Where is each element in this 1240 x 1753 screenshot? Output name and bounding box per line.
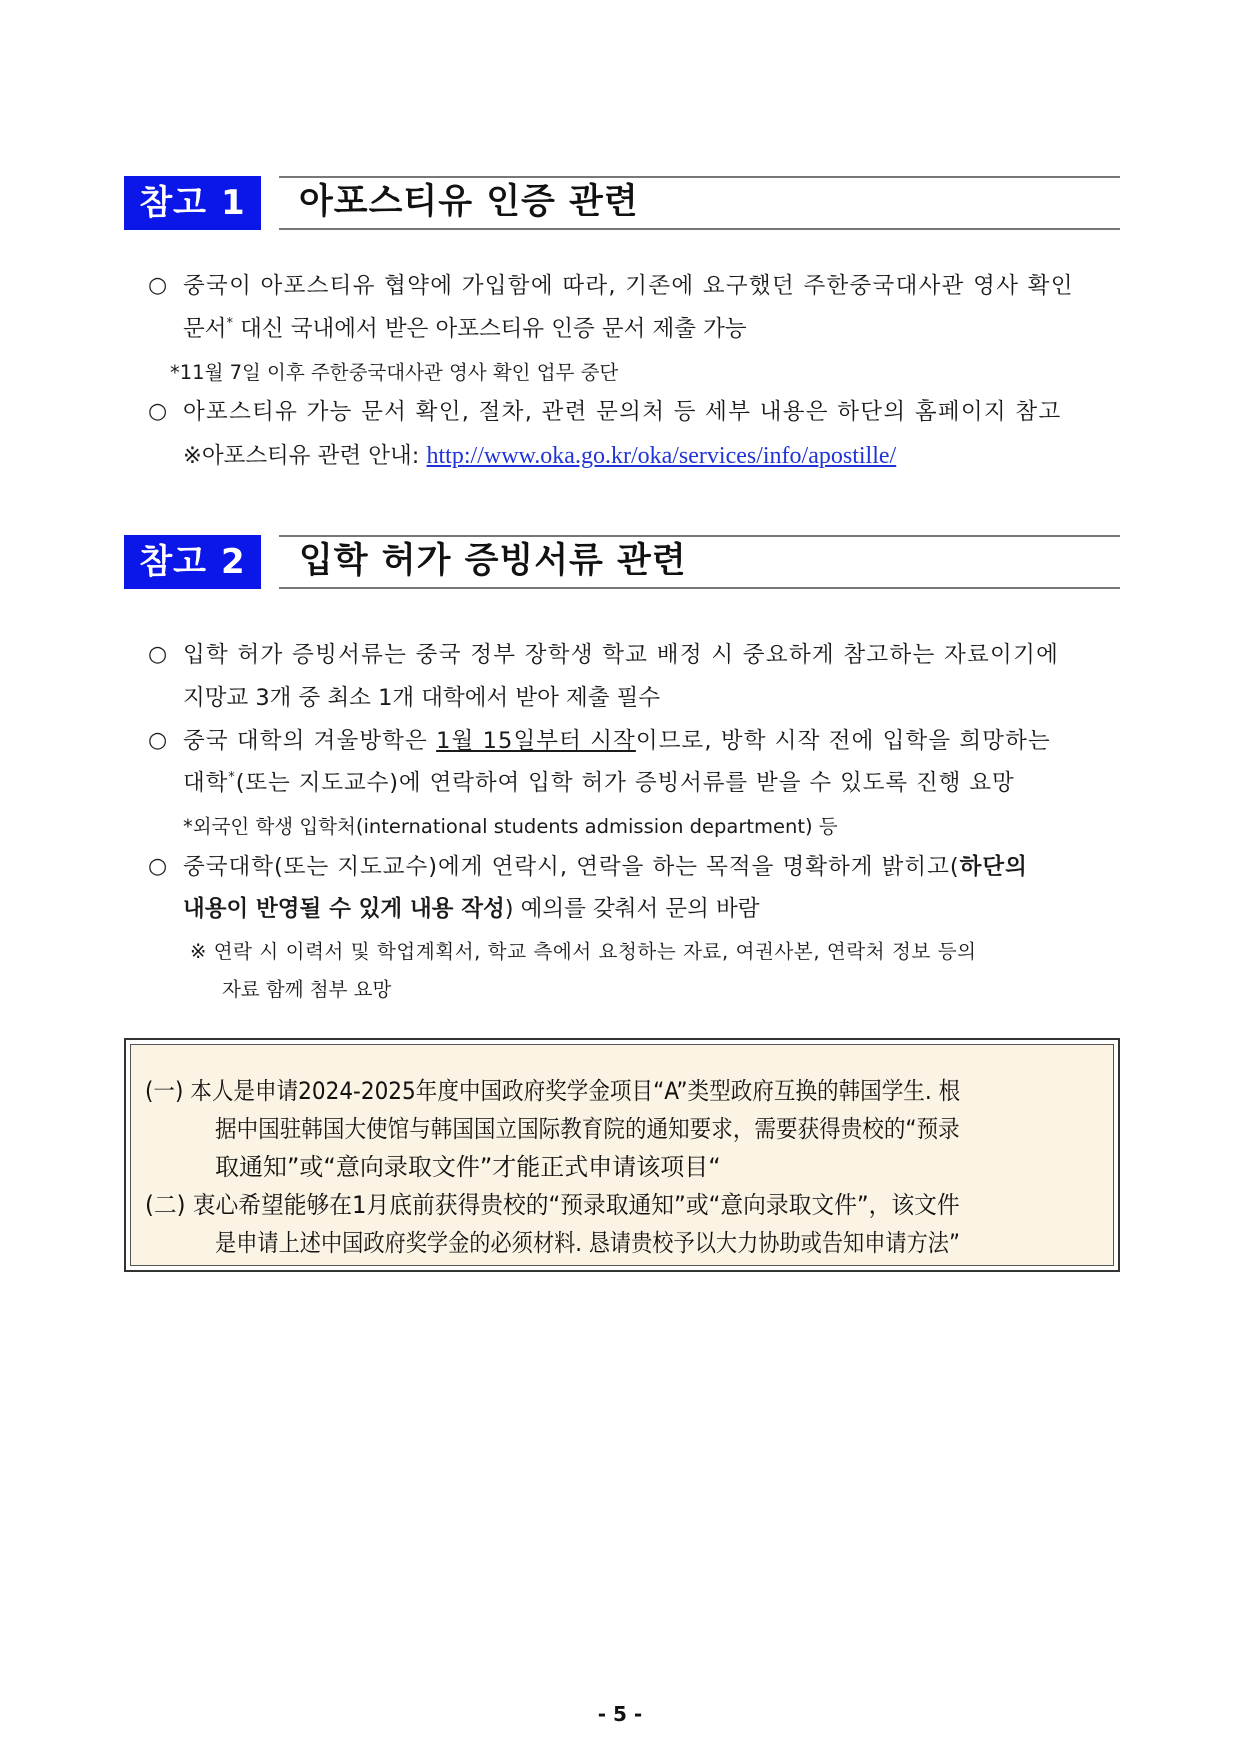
section-2-bullet-2-line-2-post: (또는 지도교수)에 연락하여 입학 허가 증빙서류를 받을 수 있도록 진행 요망 bbox=[235, 770, 1015, 796]
section-1-bullet-2-line-1: 아포스티유 가능 문서 확인, 절차, 관련 문의처 등 세부 내용은 하단의 홈페이지 참고 bbox=[183, 399, 1062, 425]
section-2-header bbox=[124, 535, 1120, 589]
bullet-symbol: ○ bbox=[148, 273, 168, 298]
chinese-item-1-line-1: (一) 本人是申请2024-2025年度中国政府奖学金项目“A”类型政府互换的韩国学生. 根 bbox=[145, 1077, 961, 1105]
chinese-item-1-line-2: 据中国驻韩国大使馆与韩国国立国际教育院的通知要求，需要获得贵校的“预录 bbox=[215, 1115, 960, 1143]
section-1-reference bbox=[183, 441, 896, 471]
section-2-title-box bbox=[279, 535, 1120, 589]
winter-break-date: 1월 15일부터 시작 bbox=[436, 728, 636, 754]
bullet-symbol: ○ bbox=[148, 728, 168, 753]
section-2-bullet-2-line-1 bbox=[183, 726, 1051, 756]
bullet-symbol: ○ bbox=[148, 399, 168, 424]
section-2-bullet-3-line-2-post: ) 예의를 갖춰서 문의 바람 bbox=[504, 896, 760, 922]
section-1-badge-number: 1 bbox=[221, 183, 246, 223]
chinese-request-box-inner bbox=[130, 1044, 1114, 1266]
section-2-bullet-2-line-1-pre: 중국 대학의 겨울방학은 bbox=[183, 728, 437, 754]
section-2-bullet-3-line-2-bold: 내용이 반영될 수 있게 내용 작성 bbox=[183, 896, 505, 922]
section-1-badge bbox=[124, 176, 261, 230]
section-1-footnote: *11월 7일 이후 주한중국대사관 영사 확인 업무 중단 bbox=[170, 361, 619, 384]
bullet-symbol: ○ bbox=[148, 642, 168, 667]
chinese-request-box bbox=[124, 1038, 1120, 1272]
chinese-item-2-line-1: (二) 衷心希望能够在1月底前获得贵校的“预录取通知”或“意向录取文件”，该文件 bbox=[145, 1191, 960, 1219]
section-1-bullet-1-line-2 bbox=[183, 314, 747, 344]
section-2-bullet-3-line-1 bbox=[183, 852, 1028, 882]
section-1-bullet-1-line-2-pre: 문서 bbox=[183, 316, 227, 342]
footnote-marker: * bbox=[226, 316, 233, 331]
section-2-bullet-1-line-2: 지망교 3개 중 최소 1개 대학에서 받아 제출 필수 bbox=[183, 685, 661, 711]
section-2-bullet-3-line-2 bbox=[183, 894, 759, 924]
section-2-footnote: *외국인 학생 입학처(international students admission department) 등 bbox=[183, 815, 838, 838]
section-1-badge-label: 참고 bbox=[139, 183, 208, 223]
page-number: - 5 - bbox=[597, 1702, 643, 1726]
section-2-bullet-3-line-1-pre: 중국대학(또는 지도교수)에게 연락시, 연락을 하는 목적을 명확하게 밝히고( bbox=[183, 854, 960, 880]
section-1-bullet-1-line-2-post: 대신 국내에서 받은 아포스티유 인증 문서 제출 가능 bbox=[232, 316, 747, 342]
chinese-item-2-line-2: 是申请上述中国政府奖学金的必须材料. 恳请贵校予以大力协助或告知申请方法” bbox=[215, 1229, 960, 1257]
section-2-bullet-2-line-1-post: 이므로, 방학 시작 전에 입학을 희망하는 bbox=[635, 728, 1051, 754]
section-1-title: 아포스티유 인증 관련 bbox=[299, 182, 639, 222]
section-1-header bbox=[124, 176, 1120, 230]
apostille-info-link[interactable]: http://www.oka.go.kr/oka/services/info/apostille/ bbox=[426, 443, 897, 469]
section-2-bullet-2-line-2-pre: 대학 bbox=[183, 770, 229, 796]
section-2-badge bbox=[124, 535, 261, 589]
section-1-bullet-1-line-1: 중국이 아포스티유 협약에 가입함에 따라, 기존에 요구했던 주한중국대사관 영사 확인 bbox=[183, 273, 1074, 299]
section-2-title: 입학 허가 증빙서류 관련 bbox=[299, 541, 687, 581]
footnote-marker: * bbox=[228, 770, 236, 785]
section-2-badge-label: 참고 bbox=[139, 542, 208, 582]
chinese-item-1-line-3: 取通知”或“意向录取文件”才能正式申请该项目“ bbox=[215, 1153, 721, 1181]
section-2-remark-line-1: ※ 연락 시 이력서 및 학업계획서, 학교 측에서 요청하는 자료, 여권사본, 연락처 정보 등의 bbox=[190, 940, 977, 963]
section-2-bullet-2-line-2 bbox=[183, 768, 1015, 798]
section-2-remark-line-2: 자료 함께 첨부 요망 bbox=[222, 978, 392, 1001]
section-1-reference-label: ※아포스티유 관련 안내: bbox=[183, 443, 427, 469]
section-2-bullet-3-line-1-bold: 하단의 bbox=[959, 854, 1028, 880]
section-2-bullet-1-line-1: 입학 허가 증빙서류는 중국 정부 장학생 학교 배정 시 중요하게 참고하는 자료이기에 bbox=[183, 642, 1060, 668]
bullet-symbol: ○ bbox=[148, 854, 168, 879]
section-1-title-box bbox=[279, 176, 1120, 230]
section-2-badge-number: 2 bbox=[221, 542, 246, 582]
